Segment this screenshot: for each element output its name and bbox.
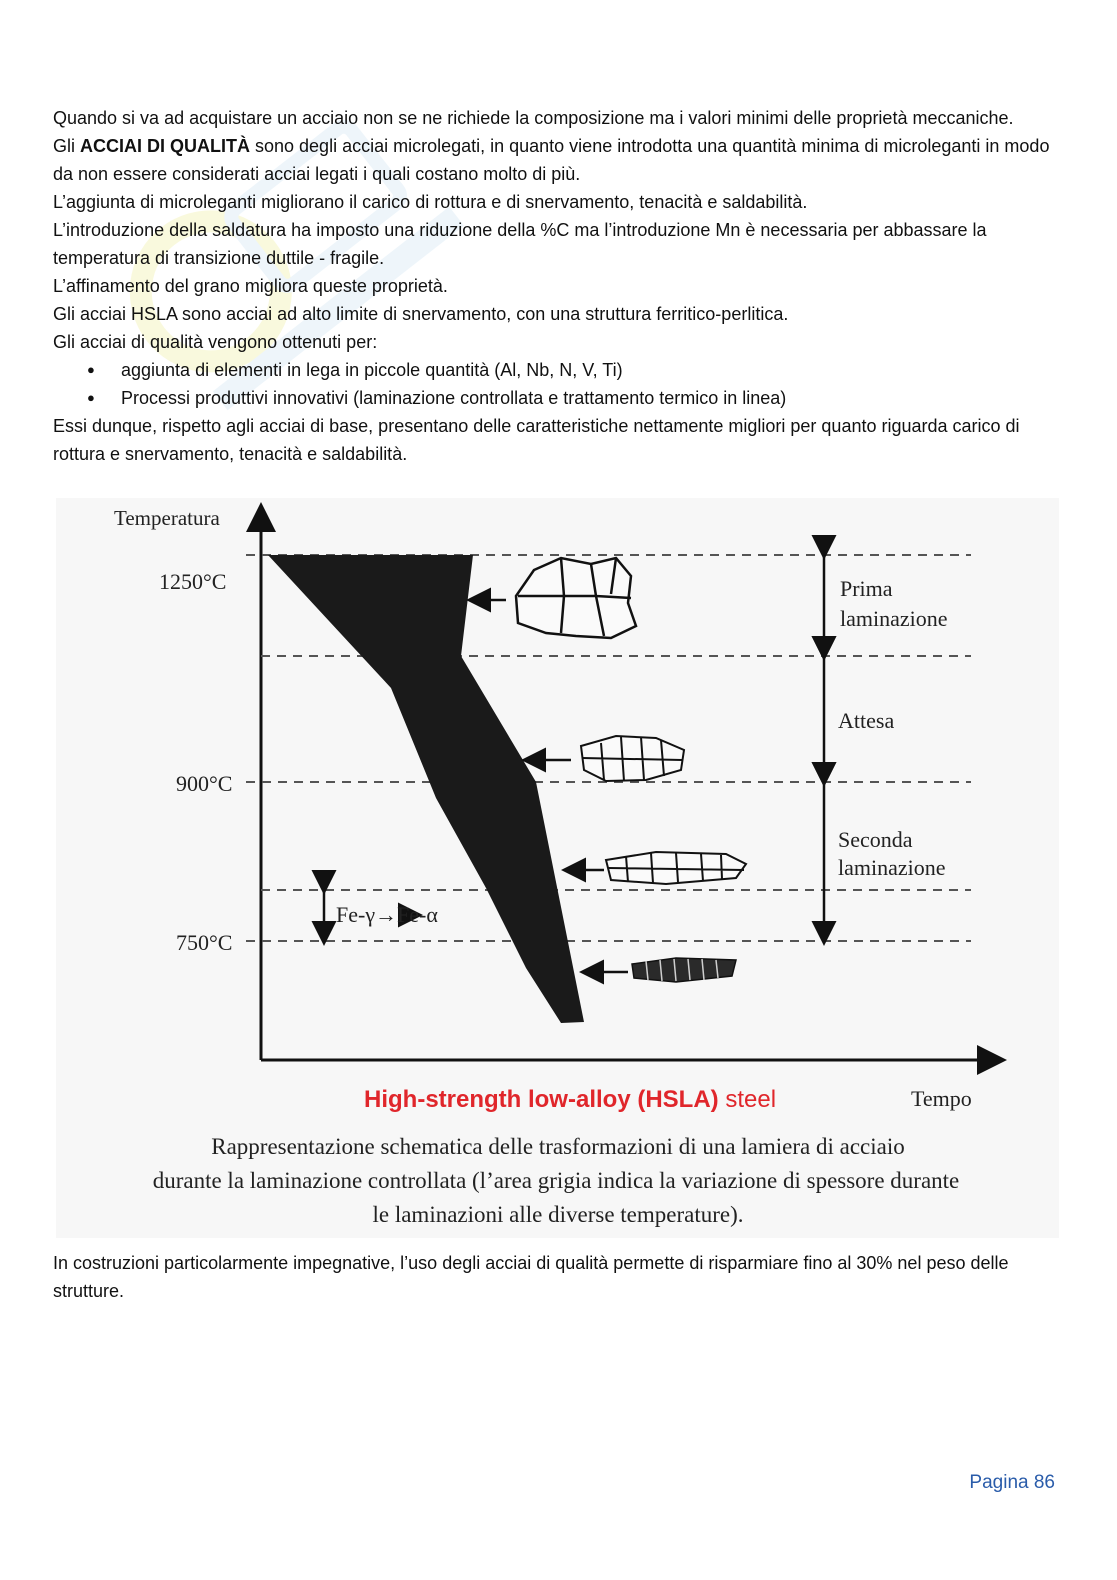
figure-title bbox=[364, 1086, 776, 1113]
temp-label-750: 750°C bbox=[176, 930, 233, 955]
paragraph: Gli acciai di qualità vengono ottenuti per: bbox=[53, 332, 378, 352]
medium-grain-icon bbox=[581, 736, 684, 781]
text-span: sono degli acciai microlegati, in quanto viene introdotta una quantità minima di microleganti in modo da non essere considerati acciai legati i quali costano molto di più. bbox=[53, 136, 1050, 184]
paragraph: Gli acciai HSLA sono acciai ad alto limite di snervamento, con una struttura ferritico-perlitica. bbox=[53, 304, 789, 324]
list-item: ● aggiunta di elementi in lega in piccole quantità (Al, Nb, N, V, Ti) bbox=[53, 356, 1063, 384]
paragraph: L’introduzione della saldatura ha imposto una riduzione della %C ma l’introduzione Mn è necessaria per abbassare la temperatura di transizione duttile - fragile. bbox=[53, 220, 987, 268]
paragraph: In costruzioni particolarmente impegnative, l’uso degli acciai di qualità permette di risparmiare fino al 30% nel peso delle strutture. bbox=[53, 1253, 1009, 1301]
coarse-grain-icon bbox=[516, 558, 636, 638]
text-span: Gli bbox=[53, 136, 80, 156]
paragraph: L’affinamento del grano migliora queste proprietà. bbox=[53, 276, 448, 296]
paragraph-acciai-qualita bbox=[53, 132, 1063, 188]
phase-label: Attesa bbox=[838, 708, 895, 733]
figure-title-colored: High-strength low-alloy (HSLA) bbox=[364, 1086, 719, 1113]
phase-label: laminazione bbox=[838, 855, 946, 880]
paragraph: L’aggiunta di microleganti migliorano il carico di rottura e di snervamento, tenacità e saldabilità. bbox=[53, 192, 808, 212]
figure-title-plain: steel bbox=[718, 1086, 777, 1113]
phase-label: laminazione bbox=[840, 606, 948, 631]
paragraph: Quando si va ad acquistare un acciaio non se ne richiede la composizione ma i valori minimi delle proprietà meccaniche. bbox=[53, 108, 1014, 128]
y-axis-label: Temperatura bbox=[114, 506, 220, 530]
page-number: Pagina 86 bbox=[969, 1472, 1055, 1493]
list-item: ● Processi produttivi innovativi (laminazione controllata e trattamento termico in linea) bbox=[53, 384, 1063, 412]
rolling-diagram bbox=[56, 498, 1059, 1238]
phase-label: Seconda bbox=[838, 827, 913, 852]
phase-label: Prima bbox=[840, 576, 893, 601]
fine-grain-icon bbox=[606, 852, 746, 884]
body-text bbox=[53, 104, 1063, 468]
bold-term: ACCIAI DI QUALITÀ bbox=[80, 136, 250, 156]
caption-line: le laminazioni alle diverse temperature). bbox=[372, 1202, 744, 1227]
caption-line: Rappresentazione schematica delle trasformazioni di una lamiera di acciaio bbox=[211, 1134, 905, 1159]
hsla-figure bbox=[56, 498, 1059, 1238]
caption-line: durante la laminazione controllata (l’area grigia indica la variazione di spessore durante bbox=[152, 1168, 960, 1193]
transformation-label: Fe-γ→Fe-α bbox=[336, 902, 438, 927]
x-axis-label: Tempo bbox=[911, 1086, 972, 1111]
bullet-list bbox=[53, 356, 1063, 412]
temp-label-900: 900°C bbox=[176, 771, 233, 796]
paragraph: Essi dunque, rispetto agli acciai di base, presentano delle caratteristiche nettamente migliori per quanto riguarda carico di rottura e snervamento, tenacità e saldabilità. bbox=[53, 416, 1020, 464]
temp-label-1250: 1250°C bbox=[159, 569, 227, 594]
